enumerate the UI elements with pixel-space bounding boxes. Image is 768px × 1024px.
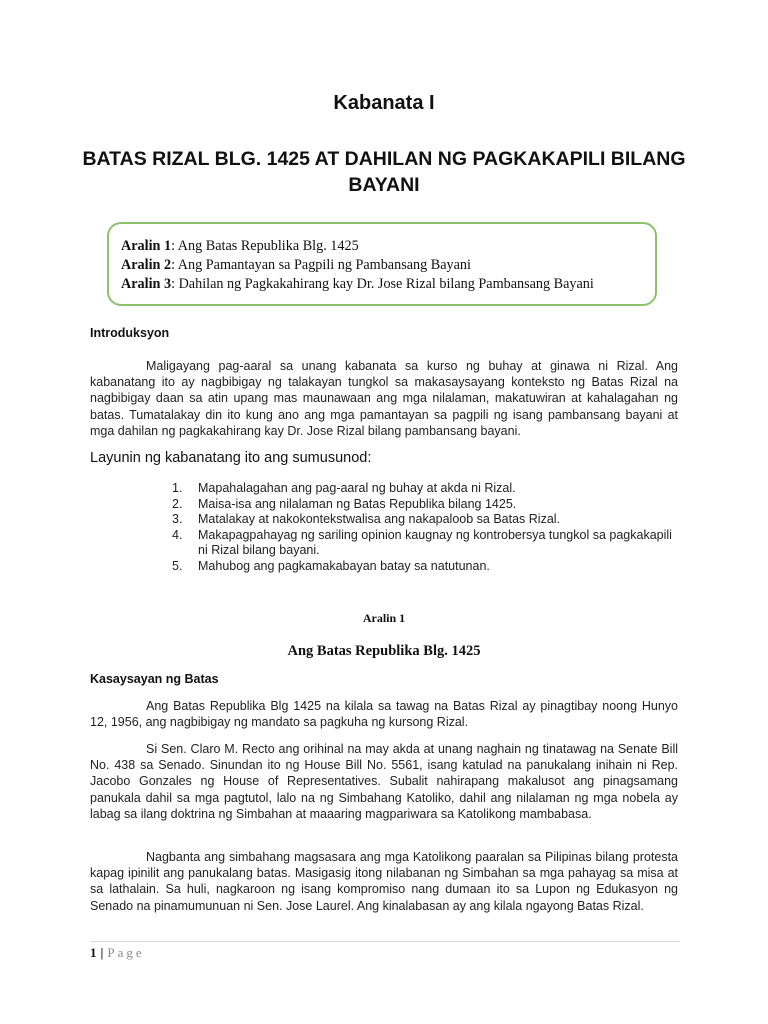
lesson-label: Aralin 2 [121, 257, 172, 273]
lesson-label: Aralin 3 [121, 276, 172, 292]
main-title: BATAS RIZAL BLG. 1425 AT DAHILAN NG PAGKAKAPILI BILANG BAYANI [82, 148, 686, 196]
lesson-title-heading: Ang Batas Republika Blg. 1425 [287, 643, 481, 659]
list-item [172, 512, 678, 528]
list-number: 2. [172, 496, 183, 511]
page-footer [90, 945, 145, 961]
lesson-label: Aralin 1 [121, 238, 172, 254]
footer-divider [90, 941, 680, 942]
list-item [172, 559, 678, 575]
footer-separator: | [100, 945, 104, 960]
lesson-separator: : [171, 276, 179, 292]
intro-paragraph: Maligayang pag-aaral sa unang kabanata sa kurso ng buhay at ginawa ni Rizal. Ang kabanatang ito ay nagbibigay ng talakayan tungkol sa makasaysayang konteksto ng Batas Rizal na nagbibigay daan sa atin upang mas maunawaan ang mga nilalaman, makatuwiran at kahalagahan ng batas. Tumatalakay din ito kung ano ang mga pamantayan sa pagpili ng isang pambansang bayani at mga dahilan ng pagkakahirang kay Dr. Jose Rizal bilang pambansang bayani. [90, 359, 678, 438]
list-text: Mapahalagahan ang pag-aaral ng buhay at akda ni Rizal. [198, 481, 516, 495]
objectives-title: Layunin ng kabanatang ito ang sumusunod: [90, 450, 372, 466]
list-number: 5. [172, 558, 183, 573]
list-number: 4. [172, 527, 183, 542]
lesson-text: Dahilan ng Pagkakahirang kay Dr. Jose Rizal bilang Pambansang Bayani [178, 276, 594, 292]
list-number: 3. [172, 512, 183, 527]
chapter-label: Kabanata I [333, 92, 435, 114]
list-number: 1. [172, 481, 183, 495]
history-paragraph-3: Nagbanta ang simbahang magsasara ang mga Katolikong paaralan sa Pilipinas bilang protesta kapag ipinilit ang panukalang batas. Masigasig itong nilabanan ng Simbahan sa mga pahayag sa misa at sa lathalain. Sa huli, nagkaroon ng isang kompromiso nang dumaan ito sa Lupon ng Edukasyon ng Senado na pinamumunuan ni Sen. Jose Laurel. Ang kinalabasan ay ang kilala ngayong Batas Rizal. [90, 850, 678, 913]
intro-heading: Introduksyon [90, 326, 170, 340]
lesson-item-3 [121, 275, 655, 294]
list-text: Maisa-isa ang nilalaman ng Batas Republika bilang 1425. [198, 496, 517, 511]
objectives-list [172, 481, 678, 575]
list-item [172, 481, 678, 497]
history-heading: Kasaysayan ng Batas [90, 672, 219, 686]
history-paragraph-2: Si Sen. Claro M. Recto ang orihinal na may akda at unang naghain ng tinatawag na Senate Bill No. 438 sa Senado. Sinundan ito ng House Bill No. 5561, isang katulad na panukalang inihain ni Rep. Jacobo Gonzales ng House of Representatives. Subalit nahirapang makalusot ang pinagsamang panukala dahil sa mga pagtutol, lalo na ng Simbahang Katoliko, dahil ang nilalaman ng mga nobela ay labag sa ilang doktrina ng Simbahan at maaaring magpariwara sa Katolikong mambabasa. [90, 742, 678, 821]
list-text: Makapagpahayag ng sariling opinion kaugnay ng kontrobersya tungkol sa pagkakapili ni Rizal bilang bayani. [198, 527, 672, 558]
lessons-box [107, 222, 657, 306]
lesson-label-heading: Aralin 1 [362, 611, 406, 625]
list-item [172, 528, 678, 559]
page-label: Page [107, 945, 145, 960]
lesson-item-1 [121, 237, 655, 256]
history-paragraph-1: Ang Batas Republika Blg 1425 na kilala sa tawag na Batas Rizal ay pinagtibay noong Hunyo 12, 1956, ang nagbibigay ng mandato sa pagkuha ng kursong Rizal. [90, 699, 678, 730]
lesson-item-2 [121, 256, 655, 275]
lesson-text: Ang Pamantayan sa Pagpili ng Pambansang Bayani [177, 257, 471, 273]
list-text: Mahubog ang pagkamakabayan batay sa natutunan. [198, 558, 490, 573]
lesson-separator: : [171, 238, 178, 254]
list-item [172, 497, 678, 513]
page-number: 1 [90, 945, 97, 960]
lesson-text: Ang Batas Republika Blg. 1425 [177, 238, 359, 254]
lesson-separator: : [171, 257, 178, 273]
list-text: Matalakay at nakokontekstwalisa ang nakapaloob sa Batas Rizal. [198, 512, 561, 527]
